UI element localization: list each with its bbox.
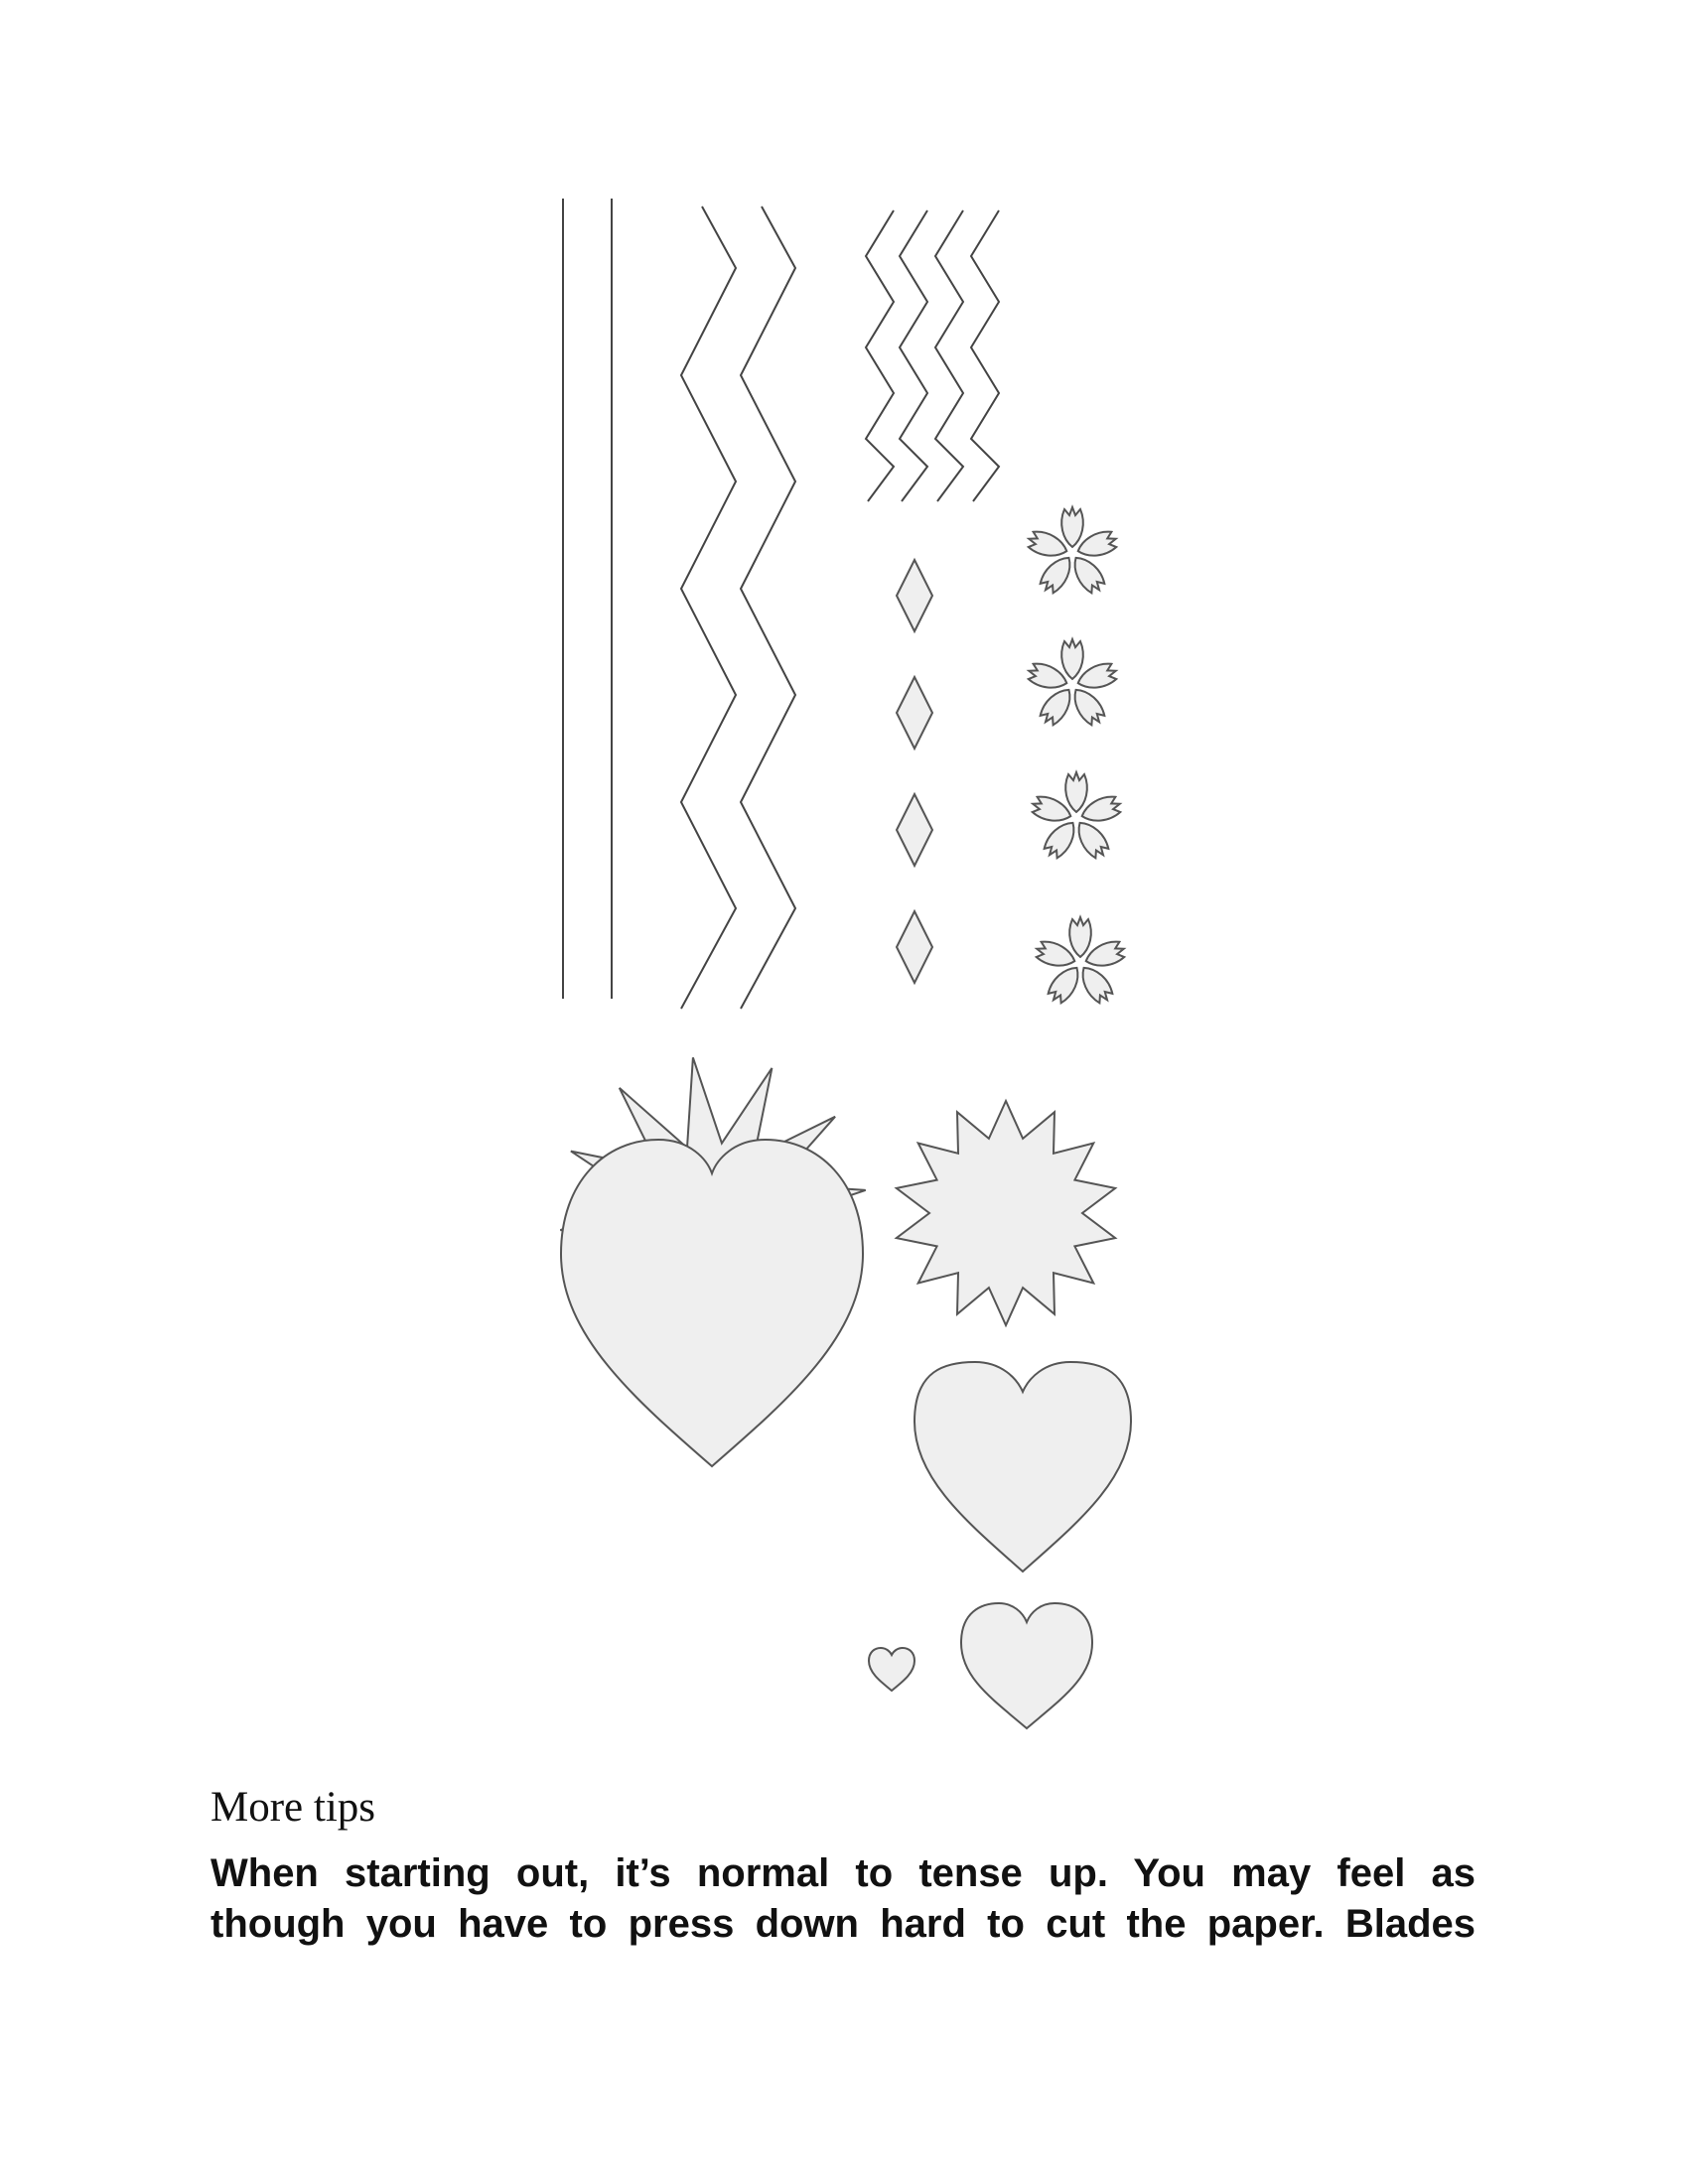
diamonds [897,560,932,983]
diamond-shape [897,794,932,866]
wide-zigzag-lines [681,206,795,1009]
diamond-shape [897,677,932,749]
cherry-blossom-shape [1030,772,1123,862]
wide-zigzag-line [681,206,736,1009]
section-heading: More tips [211,1784,376,1831]
cherry-blossom-shape [1034,917,1127,1007]
cherry-blossom-shape [1026,507,1119,597]
paragraph-line: though you have to press down hard to cut the paper. Blades [211,1902,1476,1946]
heart-small-shape [961,1603,1092,1728]
diamond-shape [897,560,932,631]
narrow-zigzag-lines [866,210,999,501]
straight-lines [563,199,612,999]
wide-zigzag-line [741,206,795,1009]
paragraph-line: When starting out, it’s normal to tense up. You may feel as [211,1851,1476,1895]
starburst-small-shape [897,1101,1115,1325]
narrow-zigzag-line [900,210,927,501]
narrow-zigzag-line [866,210,894,501]
cherry-blossom-shape [1026,639,1119,729]
cherry-blossoms [1026,507,1127,1007]
narrow-zigzag-line [935,210,963,501]
heart-tiny-shape [869,1648,914,1691]
diamond-shape [897,911,932,983]
heart-large-shape [561,1140,863,1466]
heart-medium-shape [914,1362,1131,1571]
body-paragraph [211,1848,1476,1950]
narrow-zigzag-line [971,210,999,501]
